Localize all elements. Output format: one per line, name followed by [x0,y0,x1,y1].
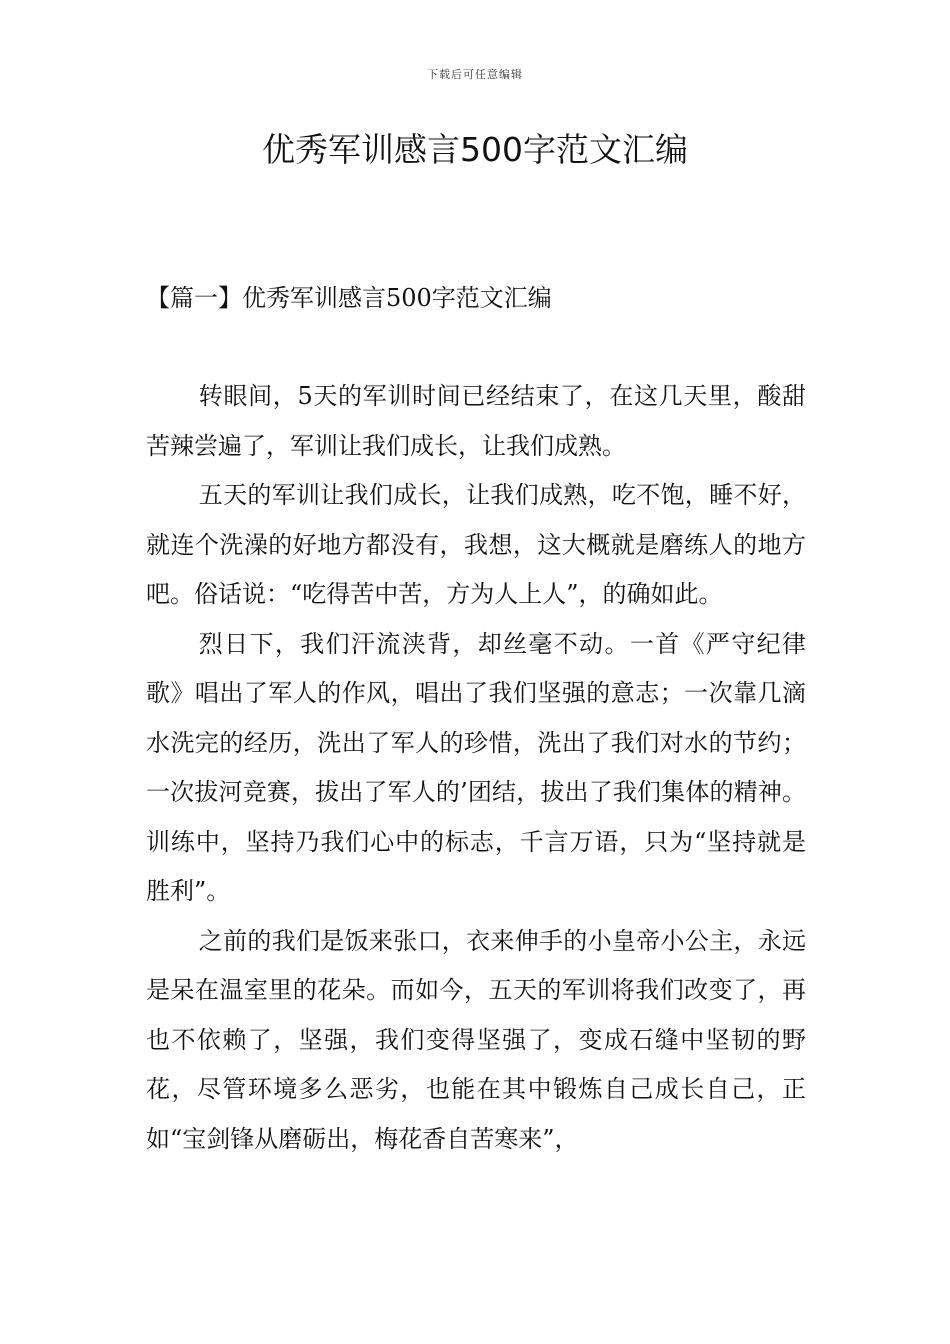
paragraph: 之前的我们是饭来张口，衣来伸手的小皇帝小公主，永远是呆在温室里的花朵。而如今，五天的军训将我们改变了，再也不依赖了，坚强，我们变得坚强了，变成石缝中坚韧的野花，尽管环境多么恶劣，也能在其中锻炼自己成长自己，正如“宝剑锋从磨砺出，梅花香自苦寒来”， [146,926,806,1153]
header-note: 下载后可任意编辑 [427,68,523,81]
paragraph: 五天的军训让我们成长，让我们成熟，吃不饱，睡不好，就连个洗澡的好地方都没有，我想，这大概就是磨练人的地方吧。俗话说：“吃得苦中苦，方为人上人”，的确如此。 [146,481,806,608]
section-heading: 【篇一】优秀军训感言500字范文汇编 [146,284,552,312]
document-title: 优秀军训感言500字范文汇编 [262,130,688,169]
paragraph: 转眼间，5天的军训时间已经结束了，在这几天里，酸甜苦辣尝遍了，军训让我们成长，让我们成熟。 [146,382,806,460]
body-text [146,372,806,1164]
paragraph: 烈日下，我们汗流浃背，却丝毫不动。一首《严守纪律歌》唱出了军人的作风，唱出了我们坚强的意志；一次靠几滴水洗完的经历，洗出了军人的珍惜，洗出了我们对水的节约；一次拔河竞赛，拔出了军人的’团结，拔出了我们集体的精神。训练中，坚持乃我们心中的标志，千言万语，只为“坚持就是胜利”。 [146,629,806,905]
